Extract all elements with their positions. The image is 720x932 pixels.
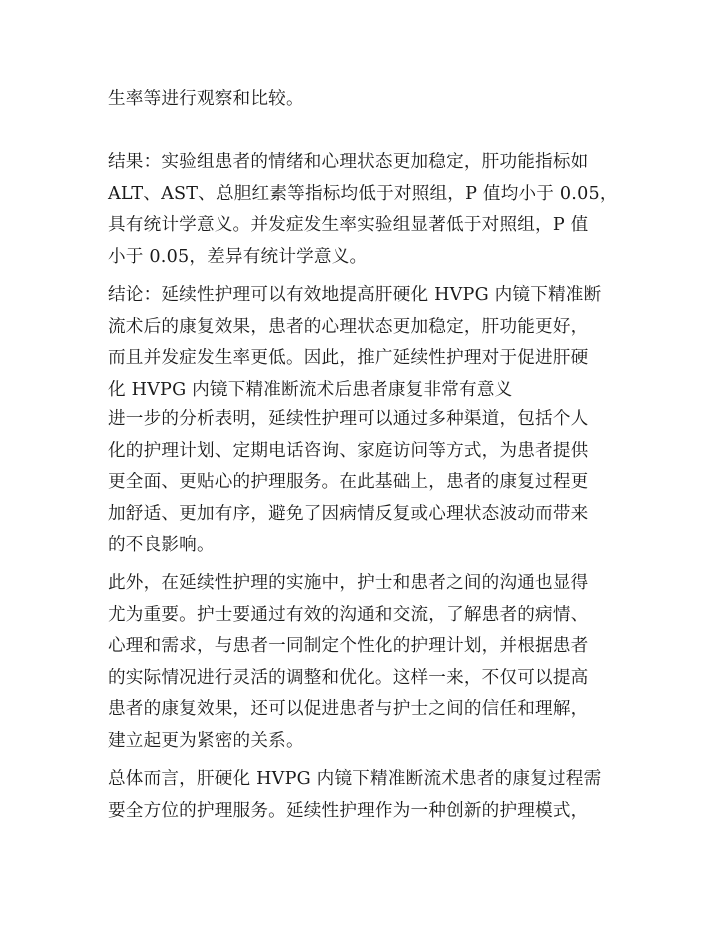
text-line: 而且并发症发生率更低。因此，推广延续性护理对于促进肝硬: [108, 348, 589, 368]
text-line: 流术后的康复效果，患者的心理状态更加稳定，肝功能更好，: [108, 316, 589, 337]
text-line: 患者的康复效果，还可以促进患者与护士之间的信任和理解，: [108, 699, 589, 719]
text-line: 结论：延续性护理可以有效地提高肝硬化 HVPG 内镜下精准断: [108, 285, 602, 305]
paragraph-conclusion: [108, 280, 601, 406]
text-line: 要全方位的护理服务。延续性护理作为一种创新的护理模式，: [108, 800, 589, 821]
text-line: 总体而言，肝硬化 HVPG 内镜下精准断流术患者的康复过程需: [108, 769, 602, 789]
paragraph-results: [108, 147, 618, 273]
text-line: 结果：实验组患者的情绪和心理状态更加稳定，肝功能指标如: [108, 152, 589, 172]
text-line: 化的护理计划、定期电话咨询、家庭访问等方式，为患者提供: [108, 440, 589, 461]
text-line: 生率等进行观察和比较。: [108, 89, 304, 109]
text-line: 此外，在延续性护理的实施中，护士和患者之间的沟通也显得: [108, 573, 589, 593]
text-line: 的不良影响。: [108, 535, 215, 555]
text-line: 具有统计学意义。并发症发生率实验组显著低于对照组，P 值: [108, 215, 589, 235]
text-line: 的实际情况进行灵活的调整和优化。这样一来，不仅可以提高: [108, 667, 589, 688]
text-line: 尤为重要。护士要通过有效的沟通和交流，了解患者的病情、: [108, 604, 589, 625]
paragraph-summary: [108, 764, 601, 827]
paragraph-communication: [108, 568, 588, 757]
paragraph-analysis: [108, 404, 588, 562]
paragraph-methods-end: [108, 84, 304, 116]
text-line: 化 HVPG 内镜下精准断流术后患者康复非常有意义: [108, 379, 513, 400]
text-line: ALT、AST、总胆红素等指标均低于对照组，P 值均小于 0.05，: [108, 183, 618, 204]
text-line: 小于 0.05，差异有统计学意义。: [108, 246, 368, 267]
text-line: 建立起更为紧密的关系。: [108, 730, 304, 751]
text-line: 更全面、更贴心的护理服务。在此基础上，患者的康复过程更: [108, 472, 589, 492]
text-line: 加舒适、更加有序，避免了因病情反复或心理状态波动而带来: [108, 503, 589, 524]
text-line: 心理和需求，与患者一同制定个性化的护理计划，并根据患者: [108, 636, 589, 656]
text-line: 进一步的分析表明，延续性护理可以通过多种渠道，包括个人: [108, 409, 589, 429]
